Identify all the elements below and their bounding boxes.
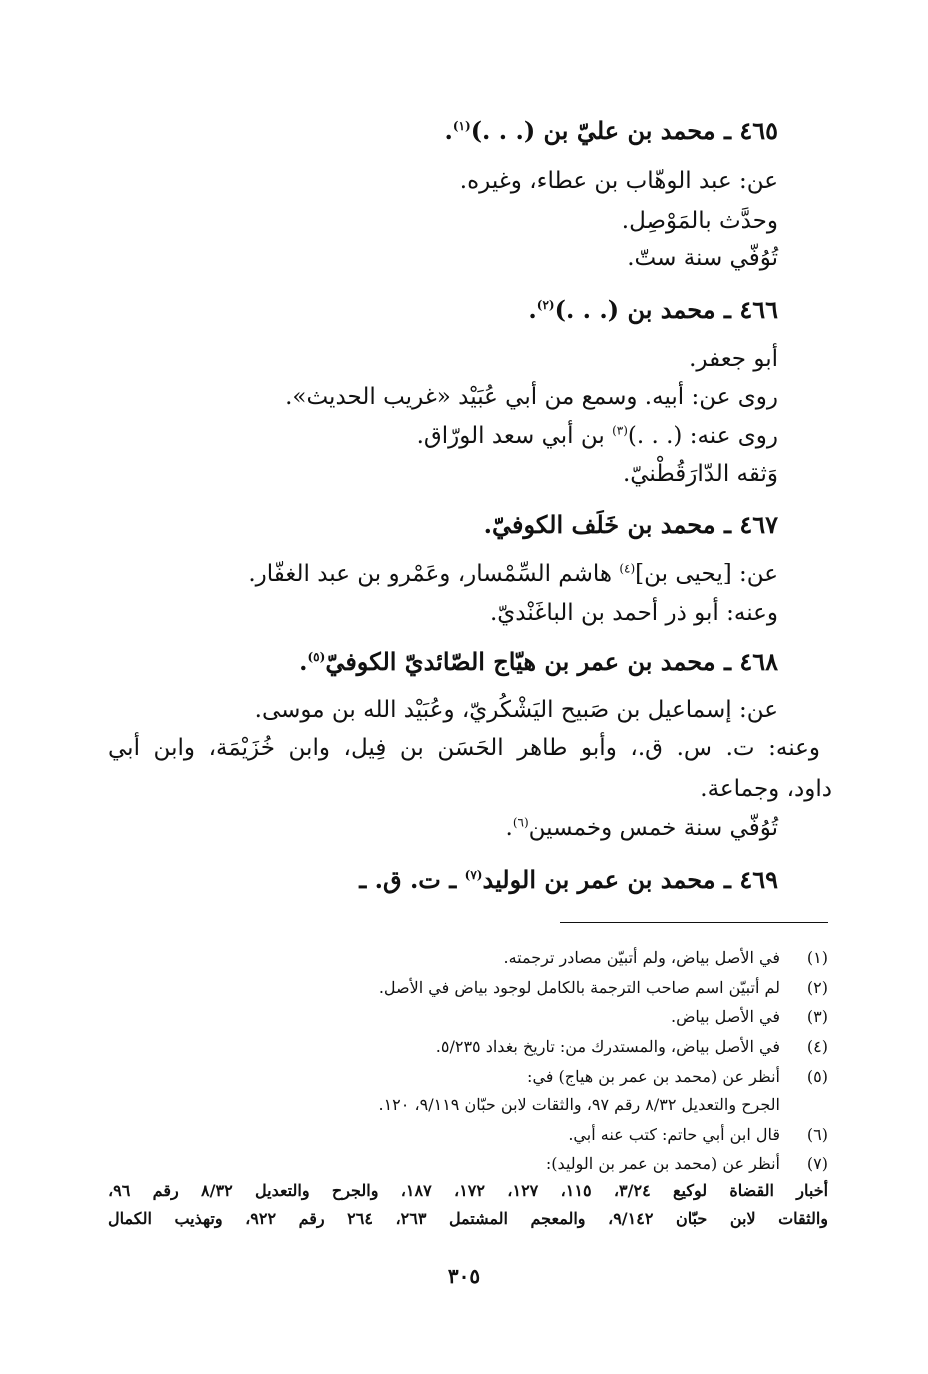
footnote-ref-1[interactable]: (١) xyxy=(452,119,471,133)
entry-466-line-3-a: روى عنه: (. . .) xyxy=(627,423,778,449)
footnote-5-text: أنظر عن (محمد بن عمر بن هياج) في: xyxy=(527,1067,780,1086)
entry-469-heading xyxy=(359,863,778,897)
footnote-4-number: (٤) xyxy=(806,1037,828,1056)
footnote-ref-3[interactable]: (٣) xyxy=(612,423,628,438)
footnote-1-number: (١) xyxy=(806,948,828,967)
entry-468-line-1: عن: إسماعيل بن صَبيح اليَشْكُريّ، وعُبَيْد الله بن موسى. xyxy=(254,697,778,723)
footnote-ref-4[interactable]: (٤) xyxy=(619,561,636,576)
entry-468-title-tail: . xyxy=(299,647,308,676)
entry-466-line-4-prefix: وَ xyxy=(766,461,778,487)
footnote-3-number: (٣) xyxy=(806,1007,828,1026)
entry-467-line-1-a: عن: [يحيى بن] xyxy=(635,561,778,587)
footnote-2 xyxy=(108,975,828,1001)
footnote-4-text: في الأصل بياض، والمستدرك من: تاريخ بغداد ٥/٢٣٥. xyxy=(435,1037,780,1056)
page-number: ٣٠٥ xyxy=(447,1264,481,1288)
entry-466-line-3-b: بن أبي سعد الورّاق. xyxy=(416,423,613,449)
footnote-ref-6[interactable]: (٦) xyxy=(512,815,529,830)
footnote-7-continuation-2: والثقات لابن حبّان ٩/١٤٢، والمعجم المشتمل ٢٦٣، ٢٦٤ رقم ٩٢٢، وتهذيب الكمال xyxy=(108,1209,829,1228)
entry-469-title-tail: ـ ت. ق. ـ xyxy=(359,865,465,894)
footnote-6-number: (٦) xyxy=(806,1125,828,1144)
entry-466-title-tail: . xyxy=(528,295,537,324)
entry-468-heading xyxy=(299,645,778,679)
entry-465-line-2: وحدَّث بالمَوْصِل. xyxy=(621,208,778,234)
entry-467-line-1 xyxy=(248,557,778,591)
footnote-5 xyxy=(108,1064,828,1090)
footnote-7-text: أنظر عن (محمد بن عمر بن الوليد): xyxy=(545,1154,780,1173)
footnote-3-text: في الأصل بياض. xyxy=(670,1007,780,1026)
entry-465-title-tail: . xyxy=(444,116,453,145)
entry-468-line-4-text: تُوُفّي سنة خمس وخمسين xyxy=(528,815,778,841)
entry-465-line-1: عن: عبد الوهّاب بن عطاء، وغيره. xyxy=(459,168,778,194)
entry-467-heading: ٤٦٧ ـ محمد بن خَلَف الكوفيّ. xyxy=(483,510,778,539)
entry-467-line-2: وعنه: أبو ذر أحمد بن الباغَنْديّ. xyxy=(489,600,778,626)
entry-468-line-4-tail: . xyxy=(505,815,513,841)
entry-468-line-4 xyxy=(506,811,779,845)
entry-465-title: ٤٦٥ ـ محمد بن عليّ بن (. . .) xyxy=(470,116,778,145)
footnote-7-continuation-1: أخبار القضاة لوكيع ٣/٢٤، ١١٥، ١٢٧، ١٧٢، ١٨٧، والجرح والتعديل ٨/٣٢ رقم ٩٦، xyxy=(108,1181,829,1200)
entry-469-title: ٤٦٩ ـ محمد بن عمر بن الوليد xyxy=(482,865,778,894)
footnote-5-continuation: الجرح والتعديل ٨/٣٢ رقم ٩٧، والثقات لابن حبّان ٩/١١٩، ١٢٠. xyxy=(378,1095,780,1114)
footnote-7 xyxy=(108,1151,828,1177)
entry-468-line-2: وعنه: ت. س. ق.، وأبو طاهر الحَسَن بن فِيل، وابن خُزَيْمَة، وابن أبي xyxy=(108,735,820,761)
footnote-1-text: في الأصل بياض، ولم أتبيّن مصادر ترجمته. xyxy=(503,948,780,967)
entry-466-line-2: روى عن: أبيه. وسمع من أبي عُبَيْد «غريب الحديث». xyxy=(285,384,778,410)
footnote-1 xyxy=(108,945,828,971)
footnote-7-number: (٧) xyxy=(806,1154,828,1173)
footnote-6 xyxy=(108,1122,828,1148)
entry-467-line-1-b: هاشم السِّمْسار، وعَمْرو بن عبد الغفّار. xyxy=(248,561,620,587)
entry-466-line-4-text: ثقه الدّارَقُطْنيّ. xyxy=(622,461,767,487)
entry-466-title: ٤٦٦ ـ محمد بن (. . .) xyxy=(554,295,778,324)
footnote-5-number: (٥) xyxy=(806,1067,828,1086)
entry-466-line-4 xyxy=(623,457,778,491)
entry-466-line-3 xyxy=(417,419,778,453)
entry-465-line-3: تُوُفّي سنة ستّ. xyxy=(627,245,778,271)
footnote-3 xyxy=(108,1004,828,1030)
entry-465-heading xyxy=(445,114,779,148)
footnote-ref-5[interactable]: (٥) xyxy=(307,650,326,664)
entry-466-heading xyxy=(528,293,778,327)
entry-468-line-3: داود، وجماعة. xyxy=(700,776,832,802)
footnote-6-text: قال ابن أبي حاتم: كتب عنه أبي. xyxy=(568,1125,780,1144)
footnote-ref-7[interactable]: (٧) xyxy=(464,868,483,882)
entry-466-line-1: أبو جعفر. xyxy=(689,346,778,372)
entry-468-title: ٤٦٨ ـ محمد بن عمر بن هيّاج الصّائديّ الكوفيّ xyxy=(325,647,778,676)
footnote-2-number: (٢) xyxy=(806,978,828,997)
footnote-2-text: لم أتبيّن اسم صاحب الترجمة بالكامل لوجود بياض في الأصل. xyxy=(378,978,780,997)
footnote-separator xyxy=(560,922,828,923)
footnote-4 xyxy=(108,1034,828,1060)
footnote-ref-2[interactable]: (٢) xyxy=(536,298,555,312)
